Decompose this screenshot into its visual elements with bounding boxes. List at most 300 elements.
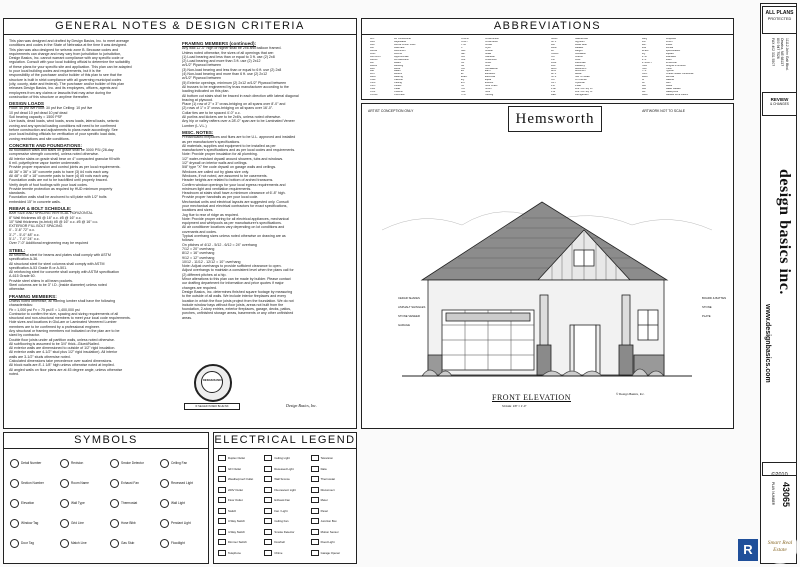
symbol-glyph-icon	[110, 479, 119, 488]
notes-line: Design Basics, Inc. determines finished square footage by measuring	[182, 289, 293, 294]
abbreviation-entry: MAX	[551, 67, 557, 70]
symbol-entry	[160, 533, 206, 553]
notes-line: 3'-7" - 5'-0" 48" o.c.	[9, 232, 40, 237]
electrical-entry	[264, 453, 307, 464]
notes-line: Floor: 40 psf live Roof: 30 psf live Ceiling: 10 psf live	[9, 106, 93, 111]
notes-line: 5/8" type "X" fire code drywall on garage walls and ceilings.	[182, 165, 277, 170]
abbreviation-entry: Required	[665, 38, 677, 40]
electrical-symbol-icon	[311, 466, 319, 472]
abbreviation-entry: Not To Scale	[575, 76, 590, 79]
symbol-entry	[160, 473, 206, 493]
symbol-label: Recessed Light	[171, 481, 193, 485]
abbreviation-column	[666, 38, 731, 98]
electrical-entry	[264, 506, 307, 517]
electrical-symbol-icon	[311, 550, 319, 556]
electrical-label: GFI Outlet	[228, 466, 241, 471]
electrical-label: 220V Outlet	[228, 487, 243, 492]
abbreviation-entry: Specification	[665, 49, 681, 52]
electrical-entry	[311, 474, 354, 485]
electrical-label: 4-Way Switch	[228, 529, 245, 534]
abbreviation-entry: WWF	[641, 94, 648, 97]
notes-line: Any hip or valley rafters over a 28'-0" span are to be Laminated Veneer	[182, 119, 295, 124]
electrical-label: Motion Sensor	[320, 529, 339, 534]
abbreviation-entry: COL	[370, 91, 376, 94]
abbreviation-entry: REF	[551, 94, 557, 97]
notes-line: Provide termite protection as required by HUD minimum property	[9, 186, 113, 191]
notes-line: Provide proper handrails as per your local code.	[182, 195, 259, 200]
review-box	[762, 92, 797, 116]
notes-line: w/1/2" Plywood between	[182, 63, 222, 68]
abbreviation-entry: Optional	[575, 82, 585, 85]
abbreviation-entry: OC	[551, 79, 555, 82]
abbreviation-entry: Equal	[484, 79, 492, 82]
symbols-title: SYMBOLS	[4, 433, 208, 449]
notes-line: 8" Wall thickness #5 @ 16" o.c. #5 @ 16" o.c.	[9, 215, 82, 220]
notes-line: 10" Wall thickness (w-brick) #5 @ 16" o.c. #5 @ 16" o.c.	[9, 219, 99, 224]
symbol-glyph-icon	[160, 519, 169, 528]
symbol-label: Elevation	[21, 501, 35, 505]
abbreviation-entry: Block	[394, 67, 401, 70]
notes-line: Windows, if not noted, are assumed to be casements.	[182, 173, 268, 178]
symbol-entry	[10, 513, 56, 533]
electrical-entry	[218, 485, 261, 496]
abbreviation-entry: THK	[641, 67, 647, 70]
abbreviation-entry: FTG	[460, 94, 466, 97]
symbol-glyph-icon	[60, 519, 69, 528]
abbreviation-entry: INT	[551, 55, 556, 58]
abbreviation-entry: EL	[460, 73, 464, 76]
notes-line: 9/12 = 12" overhang	[182, 255, 215, 260]
stone-base-left	[537, 345, 551, 375]
abbreviation-entry: Dryer	[484, 46, 491, 49]
abbreviation-entry: Wood	[665, 85, 673, 88]
symbol-entry	[60, 453, 106, 473]
electrical-legend-title: ELECTRICAL LEGEND	[214, 433, 356, 449]
abbreviation-entry: Exterior	[484, 82, 494, 85]
abbreviation-entry: Plate	[575, 85, 581, 88]
notes-line: (2) rows of 1" x 3" cross-bridging on all spans over 16'-0".	[182, 106, 274, 111]
electrical-label: Exhaust Fan	[274, 498, 291, 503]
abbreviation-entry: Dimension	[484, 58, 497, 61]
abbreviation-entry: Lavatory	[575, 64, 585, 67]
notes-line: bracing at plywood.	[182, 97, 213, 102]
electrical-label: Garage Opener	[320, 550, 341, 555]
notes-line: 6 mil. polyethylene vapor barrier underneath.	[9, 161, 81, 166]
abbreviation-entry: BRG	[370, 76, 376, 79]
notes-line: Note: Adjust overhangs to provide sufficient clearance to open.	[182, 264, 282, 269]
notes-line: 0' - 3'-6" 72" o.c.	[9, 228, 36, 233]
electrical-symbol-icon	[311, 455, 319, 461]
notes-line: loading indicated on this plan.	[182, 89, 230, 94]
notes-line: Confirm window openings for your local egress requirements and	[182, 182, 286, 187]
abbreviation-entry: BLK	[370, 67, 375, 70]
electrical-label: Flood Light	[320, 540, 335, 545]
notes-line: to the outside of all walls. We include interior fireplaces and every	[182, 294, 287, 299]
symbol-glyph-icon	[160, 459, 169, 468]
symbol-entry	[110, 453, 156, 473]
abbreviation-entry: ADJ	[370, 40, 375, 43]
electrical-entry	[264, 495, 307, 506]
notes-line: foundation, 2-story entries, exterior fireplaces, garage, decks, patios,	[182, 307, 292, 312]
notes-line: characteristics:	[9, 303, 33, 308]
symbol-column	[60, 453, 106, 561]
symbol-label: Gas Stub	[121, 541, 135, 545]
abbreviation-entry: RM	[641, 40, 646, 43]
electrical-label: Wall Sconce	[274, 477, 290, 482]
abbreviation-entry: Anchor	[394, 52, 403, 55]
symbol-glyph-icon	[10, 499, 19, 508]
notes-line: specification A-53 Grade B or A-501.	[9, 265, 68, 270]
abbreviation-entry: EXT	[460, 82, 466, 85]
symbol-label: Grid Line	[71, 521, 84, 525]
electrical-label: Chime	[274, 550, 283, 555]
electrical-symbol-icon	[218, 550, 226, 556]
abbreviation-entry: Ceiling	[394, 82, 402, 85]
seal-text: DESIGN BASICS	[203, 379, 223, 382]
plan-number: 43065	[781, 482, 791, 508]
notes-heading: DESIGN LOADS	[9, 101, 44, 107]
symbol-entry	[10, 533, 56, 553]
symbol-entry	[10, 473, 56, 493]
abbreviations-title: ABBREVIATIONS	[362, 19, 733, 35]
abbreviation-entry: REQ	[641, 38, 648, 40]
notes-line: Verify depth of foot footings with your local codes.	[9, 182, 88, 187]
symbol-glyph-icon	[160, 539, 169, 548]
electrical-symbol-icon	[311, 539, 319, 545]
elevation-panel	[361, 103, 734, 429]
abbreviation-entry: Water Heater	[665, 88, 681, 91]
notes-line: All reinforcing steel for concrete shall comply with ASTM specification	[9, 270, 120, 275]
notes-line: Calculated dimensions take precedence over scaled dimensions.	[9, 359, 113, 364]
electrical-entry	[311, 516, 354, 527]
abbreviation-entry: Approximate	[394, 55, 409, 58]
front-door	[574, 325, 596, 375]
abbreviation-entry: D	[460, 46, 463, 49]
material-callout: BOARD & BATTEN	[702, 296, 727, 300]
abbreviation-entry: Unless Noted Otherwise	[665, 73, 694, 76]
copyright-year: ©2010	[771, 472, 788, 478]
electrical-symbol-icon	[264, 466, 272, 472]
notes-line: (city, county, state and federal). The purchaser and/or builder of this plan	[9, 81, 125, 86]
protected-label: PROTECTED	[767, 17, 792, 21]
material-callout: GARAGE	[398, 323, 410, 327]
electrical-label: Ceiling Fan	[274, 519, 289, 524]
electrical-column	[311, 453, 354, 561]
address-line: 11112 John Galt Blvd.	[785, 38, 789, 71]
notes-heading: STEEL:	[9, 247, 26, 253]
abbreviation-entry: Structural	[665, 61, 677, 64]
notes-line: BAR SIZE AND SPACING VERTICAL HORIZONTAL	[9, 211, 93, 216]
notes-line: All 36" x 36" x 18" concrete pads to have (3) #4 rods each way.	[9, 169, 110, 174]
electrical-label: Fan / Light	[274, 508, 288, 513]
abbreviation-entry: JST	[551, 58, 556, 61]
abbreviation-entry: Beam	[394, 70, 401, 73]
notes-line: (4) Non-load bearing and more than 6 ft. use (2) 2x12	[182, 72, 268, 77]
electrical-label: Meter	[320, 498, 328, 503]
notes-line: 5'-1" - 7'-0" 24" o.c.	[9, 237, 40, 242]
abbreviation-entry: HDR	[551, 46, 557, 49]
notes-line: walls are 3-1/2" studs otherwise noted.	[9, 354, 71, 359]
notes-line: our drafting department for information and price quotes if major	[182, 281, 284, 286]
notes-line: otherwise.	[9, 287, 26, 292]
stone-base-right	[619, 345, 633, 375]
electrical-symbol-icon	[218, 529, 226, 535]
electrical-symbol-icon	[264, 518, 272, 524]
electrical-entry	[218, 527, 261, 538]
abbreviation-entry: With	[665, 82, 671, 85]
abbreviation-entry: Elevation	[484, 73, 496, 76]
symbol-label: Wall Type	[71, 501, 85, 505]
notes-line: locations and sizes.	[182, 208, 214, 213]
abbreviation-entry: MTL	[551, 73, 557, 76]
symbols-grid	[10, 453, 206, 561]
abbreviation-entry: SIM	[641, 46, 647, 49]
electrical-label: Television	[320, 456, 333, 461]
electrical-entry	[218, 506, 261, 517]
abbreviation-entry: LAV	[551, 64, 556, 67]
abbreviations-panel	[361, 18, 734, 100]
notes-line: zoning and any special loading conditions will need to be confirmed	[9, 123, 117, 128]
electrical-label: Data	[320, 466, 327, 471]
notes-line: (2) Load bearing and more than 3 ft. use (2) 2x12	[182, 59, 261, 64]
abbreviation-entry: Similar	[665, 46, 674, 49]
abbreviation-entry: EQ	[460, 79, 465, 82]
notes-line: structure is built in strict compliance with all governing municipal codes	[9, 77, 122, 82]
notes-line: Any structural or framing members not indicated on the plan are to be	[9, 329, 120, 333]
abbreviation-entry: Double	[484, 49, 493, 52]
electrical-column	[218, 453, 261, 561]
abbreviation-entry: TYP	[641, 70, 647, 73]
notes-line: All exterior walls are 4-1/2" stud plus 1/2" rigid insulation). All interior	[9, 350, 118, 355]
electrical-symbol-icon	[311, 508, 319, 514]
notes-line: 10/12 - 11/12 - 12/12 = 10" overhang	[182, 259, 241, 264]
electrical-label: Recessed Light	[274, 466, 294, 471]
electrical-label: Panel	[320, 508, 328, 513]
notes-line: Contractor to confirm the size, spacing and sizing requirements of all	[9, 311, 119, 316]
notes-line: Prefabricated fireplaces and flues are to be U.L. approved and installed	[182, 135, 296, 140]
abbreviation-entry: Typical	[665, 70, 674, 73]
notes-line: employees from any claims or lawsuits that may arise during the	[9, 90, 112, 95]
abbreviation-entry: DN	[460, 61, 465, 64]
abbreviation-entry: PLT	[551, 85, 556, 88]
symbol-entry	[160, 513, 206, 533]
notes-line: All bottom cut stairs shall be braced in each direction with lateral diagonal	[182, 93, 299, 98]
abbreviation-entry: Adjustable	[394, 40, 407, 43]
copyright-year-box	[762, 462, 797, 476]
notes-line: All exterior walls are dimensioned to outside of 1/2" rigid insulation.	[9, 346, 116, 351]
notes-line: specification A-36.	[9, 257, 39, 262]
abbreviation-entry: VERT	[641, 76, 649, 79]
symbol-label: Section Number	[21, 481, 44, 485]
notes-line: Typical overhang sizes unless noted otherwise on drawing are as	[182, 234, 286, 239]
abbreviation-entry: Sheet	[665, 43, 673, 46]
notes-line: Collar ties are to be spaced 4'-0" o.c.	[182, 110, 241, 115]
abbreviation-entry: CTR	[460, 43, 466, 46]
elevation-copyright: © Design Basics, Inc.	[616, 392, 645, 396]
material-callouts-right	[702, 294, 732, 321]
address-line: Omaha, NE 68137	[780, 38, 785, 67]
all-plans-box	[762, 6, 797, 34]
abbreviation-entry: Standard	[665, 55, 677, 58]
address-line: FAX 402 331 5507	[771, 38, 776, 67]
abbreviation-entry: Lbs. Per Sq. In.	[575, 91, 593, 94]
abbreviation-column	[394, 38, 459, 98]
notes-line: members are to be confirmed by a professional engineer.	[9, 324, 100, 329]
abbreviation-entry: BLDG	[370, 64, 378, 67]
notes-line: areas.	[182, 315, 192, 320]
symbol-label: Ceiling Fan	[171, 461, 188, 465]
electrical-label: Fluorescent Light	[274, 487, 296, 492]
symbol-entry	[160, 453, 206, 473]
electrical-symbol-icon	[218, 539, 226, 545]
notes-line: sized by contractor.	[9, 333, 40, 338]
notes-line: Note: Provide proper wiring for all electrical appliances, mechanical	[182, 216, 289, 221]
electrical-entry	[311, 527, 354, 538]
abbreviation-entry: CONST	[460, 38, 470, 40]
abbreviation-entry: ANC	[370, 52, 376, 55]
notes-line: zoning restrictions and site conditions.	[9, 136, 70, 141]
abbreviation-entry: Aluminum	[394, 49, 406, 52]
abbreviation-entry: HB	[551, 43, 555, 46]
electrical-entry	[311, 495, 354, 506]
material-callouts-left	[398, 294, 428, 330]
symbol-glyph-icon	[10, 539, 19, 548]
electrical-label: Telephone	[228, 550, 241, 555]
general-notes-panel	[3, 18, 357, 429]
notes-line: Place (1) row of 2" x 3" cross-bridging on all spans over 8'-0" and	[182, 102, 286, 107]
notes-line: Headroom at stairs shall have a minimum clearance of 6'-8" high.	[182, 191, 286, 196]
symbol-glyph-icon	[10, 479, 19, 488]
electrical-legend-panel	[213, 432, 357, 564]
abbreviation-entry: FD	[460, 85, 464, 88]
elevation-label: FRONT ELEVATION	[492, 393, 571, 402]
notes-line: (3) Non-load bearing and less than or equal to 6 ft. use (2) 2x8	[182, 67, 282, 72]
electrical-column	[264, 453, 307, 561]
symbols-panel	[3, 432, 209, 564]
abbreviation-entry: Floor	[484, 91, 491, 94]
electrical-label: Thermostat	[320, 477, 335, 482]
company-address	[771, 38, 789, 90]
electrical-entry	[264, 464, 307, 475]
notes-line: All subflooring is assumed to be 3/4" thick--Glued/Nailed.	[9, 341, 100, 346]
abbreviation-entry: Interior	[575, 55, 584, 58]
abbreviation-entry: ALT	[370, 46, 375, 49]
electrical-label: 3-Way Switch	[228, 519, 245, 524]
notes-line: porches, unfinished storage areas, basements or any other unfinished	[182, 311, 294, 316]
abbreviation-entry: BOT	[370, 73, 376, 76]
electrical-entry	[264, 516, 307, 527]
plan-name: Hemsworth	[515, 111, 595, 127]
material-callout: PLATE	[702, 314, 711, 318]
electrical-label: Ceiling Light	[274, 456, 290, 461]
notes-line: 7/12 = 20" overhang	[182, 246, 215, 251]
notes-line: (1) Load bearing and less than or equal to 3 ft. use (2) 2x8	[182, 54, 275, 59]
artist-conception-note: ARTIST CONCEPTION ONLY	[368, 109, 414, 113]
notes-line: 10 psf dead 10 psf dead 10 psf dead	[9, 110, 68, 115]
symbol-label: Floodlight	[171, 541, 185, 545]
material-callout: STONE	[702, 305, 712, 309]
notes-line: Unless noted otherwise, all framing lumber shall have the following	[9, 298, 116, 303]
abbreviation-entry: Air Conditioner	[394, 38, 412, 40]
electrical-label: Duplex Outlet	[228, 456, 245, 461]
symbol-glyph-icon	[60, 499, 69, 508]
abbreviation-entry: Refrigerator	[575, 94, 589, 97]
notes-line: Foundation walls are not to be backfilled until properly braced.	[9, 178, 108, 183]
electrical-entry	[311, 537, 354, 548]
notes-line: Over 7'-0" Additional engineering may be required	[9, 241, 89, 246]
notes-line: All interior slabs on grade shall bear on 4" compacted granular fill with	[9, 156, 120, 161]
abbreviation-entry: WH	[641, 88, 646, 91]
abbreviation-entry: STL	[641, 58, 647, 61]
abbreviation-entry: Diameter	[484, 55, 496, 58]
symbol-label: Room Name	[71, 481, 89, 485]
abbreviation-entry: Concrete	[394, 94, 405, 97]
symbol-label: Detail Number	[21, 461, 42, 465]
notes-line: changes are required.	[182, 285, 217, 290]
review-sub: & CHANGES	[770, 102, 789, 106]
notes-line: All block walls are 8'-1 1/8" high unless otherwise noted at implied.	[9, 363, 115, 368]
notes-line: conditions and codes in the State of Nebraska at the time it was designed.	[9, 43, 127, 48]
material-callout: ASPHALT SHINGLES	[398, 305, 426, 309]
notes-line: All angled walls on floor plans are at 45 degree angle, unless otherwise	[9, 367, 123, 372]
notes-heading: CONCRETE AND FOUNDATIONS:	[9, 142, 82, 148]
signature: Design Basics, Inc.	[286, 403, 317, 408]
abbreviation-entry: Height	[575, 49, 583, 52]
notes-line: Minor alterations to this plan can be made by builder. Please contact	[182, 277, 291, 282]
symbol-entry	[160, 493, 206, 513]
abbreviation-entry: ELEC	[460, 76, 468, 79]
notes-line: 8/12 = 16" overhang	[182, 251, 215, 256]
abbreviation-entry: Laminate	[575, 61, 586, 64]
notes-heading: MISC. NOTES:	[182, 129, 214, 135]
abbreviation-entry: Door	[484, 64, 491, 67]
electrical-symbol-icon	[311, 497, 319, 503]
abbreviation-entry: Building	[394, 64, 404, 67]
abbreviation-entry: OPT	[551, 82, 557, 85]
abbreviation-entry: On Center	[575, 79, 587, 82]
company-logo: design basics inc.	[776, 169, 793, 295]
electrical-symbol-icon	[264, 550, 272, 556]
abbreviation-entry: Square	[665, 52, 674, 55]
notes-line: All air conditioner locations vary depending on lot conditions and	[182, 225, 285, 230]
abbreviation-entry: CONC	[370, 94, 378, 97]
abbreviation-entry: GYP	[551, 40, 557, 43]
abbreviation-entry: DBL	[460, 49, 466, 52]
abbreviation-entry: Joist	[575, 58, 581, 61]
symbol-glyph-icon	[160, 479, 169, 488]
abbreviation-entry: Hose Bibb	[575, 43, 587, 46]
abbreviation-entry: FIN	[460, 88, 465, 91]
notes-line: follows:	[182, 238, 194, 243]
abbreviation-entry: Each	[484, 70, 491, 73]
abbreviation-entry: CAB	[370, 79, 376, 82]
symbol-glyph-icon	[110, 499, 119, 508]
abbreviation-entry: STD	[641, 55, 647, 58]
abbreviation-entry: Header	[575, 46, 584, 49]
symbol-glyph-icon	[110, 539, 119, 548]
abbreviation-entry: GALV	[551, 38, 558, 40]
electrical-symbol-icon	[264, 487, 272, 493]
notes-line: your mechanical and electrical contractors for exact specifications,	[182, 203, 288, 208]
notes-line: Live loads, dead loads, wind loads, snow loads, lateral loads, seismic	[9, 119, 120, 124]
symbol-label: Pendant Light	[171, 521, 191, 525]
abbreviation-entry: W	[641, 79, 644, 82]
abbreviation-entry: FLR	[460, 91, 466, 94]
abbreviation-entry: Above Finish Floor	[394, 43, 416, 46]
abbreviations-table	[370, 38, 730, 98]
electrical-entry	[311, 453, 354, 464]
abbreviation-entry: Closet	[394, 85, 402, 88]
